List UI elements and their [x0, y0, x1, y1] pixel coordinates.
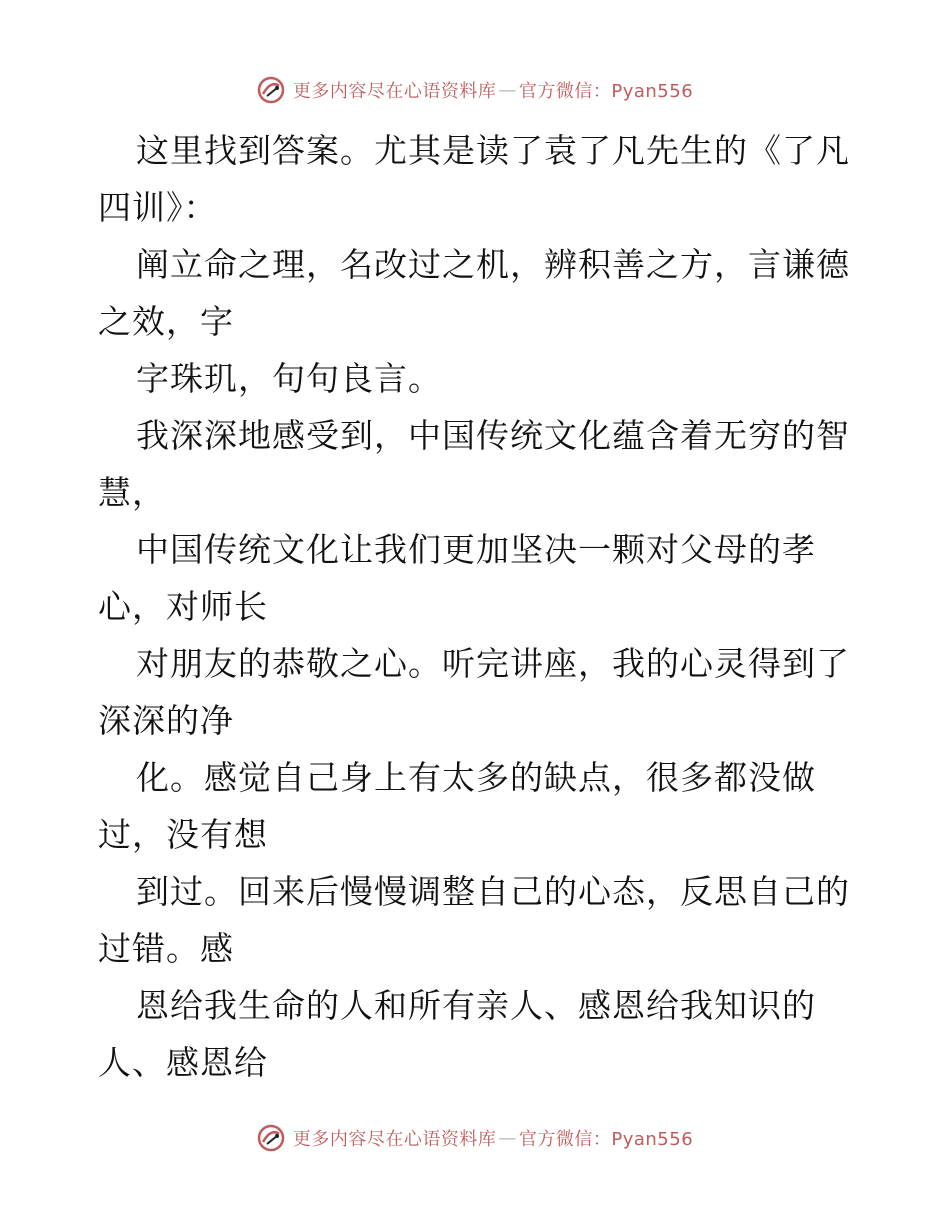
document-body: [98, 122, 858, 1091]
footer-brand-text: 更多内容尽在心语资料库: [292, 1129, 497, 1150]
text-line: 阐立命之理，名改过之机，辨积善之方，言谦德: [136, 245, 850, 284]
text-line: 心，对师长: [98, 587, 268, 626]
header-contact-text: 官方微信：Pyan556: [518, 81, 694, 102]
header-watermark-banner: [0, 70, 950, 110]
text-line: 过，没有想: [98, 815, 268, 854]
text-line: 慧，: [98, 473, 166, 512]
footer-contact-text: 官方微信：Pyan556: [518, 1129, 694, 1150]
text-line: 四训》：: [98, 188, 218, 227]
text-line: 对朋友的恭敬之心。听完讲座，我的心灵得到了: [136, 644, 850, 683]
header-brand-text: 更多内容尽在心语资料库: [292, 81, 497, 102]
text-line: 到过。回来后慢慢调整自己的心态，反思自己的: [136, 872, 850, 911]
text-line: 恩给我生命的人和所有亲人、感恩给我知识的: [136, 986, 816, 1025]
text-line: 化。感觉自己身上有太多的缺点，很多都没做: [136, 758, 816, 797]
text-line: 深深的净: [98, 701, 234, 740]
text-line: 过错。感: [98, 929, 234, 968]
text-line: 人、感恩给: [98, 1043, 268, 1082]
footer-separator: —: [498, 1127, 517, 1149]
footer-watermark-banner: [0, 1118, 950, 1158]
text-line: 字珠玑，句句良言。: [136, 359, 442, 398]
text-line: 中国传统文化让我们更加坚决一颗对父母的孝: [136, 530, 816, 569]
brand-logo-icon: [257, 76, 285, 104]
brand-logo-icon: [257, 1124, 285, 1152]
text-line: 我深深地感受到，中国传统文化蕴含着无穷的智: [136, 416, 850, 455]
text-line: 这里找到答案。尤其是读了袁了凡先生的《了凡: [136, 131, 850, 170]
header-separator: —: [498, 79, 517, 101]
text-line: 之效，字: [98, 302, 234, 341]
